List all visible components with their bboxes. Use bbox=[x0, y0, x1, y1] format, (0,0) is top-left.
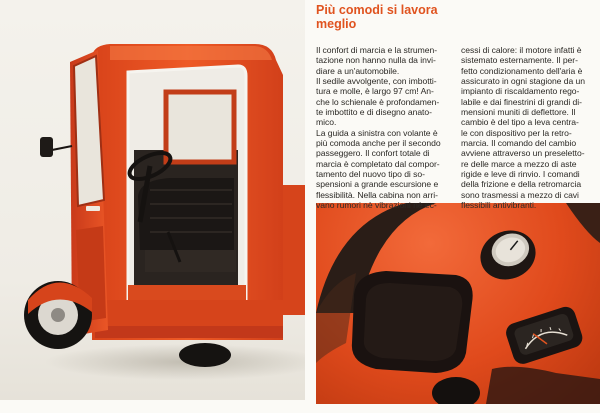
text-line: flessibili antivibranti. bbox=[461, 200, 537, 211]
dashboard-illustration bbox=[316, 203, 600, 404]
title-line: meglio bbox=[316, 17, 357, 31]
text-line: mensioni muniti di deflettore. Il bbox=[461, 107, 576, 118]
text-line: più comoda anche per il secondo bbox=[316, 138, 441, 149]
text-line: assicurato in ogni stagione da un bbox=[461, 76, 586, 87]
text-column-left bbox=[316, 45, 452, 211]
text-line: impianto di riscaldamento rego- bbox=[461, 86, 580, 97]
text-line: spensioni a grande escursione e bbox=[316, 179, 439, 190]
cab-photo bbox=[0, 0, 305, 400]
text-column-right bbox=[461, 45, 597, 211]
article-title bbox=[316, 3, 516, 31]
text-line: tamento del nuovo tipo di so- bbox=[316, 169, 425, 180]
dashboard-photo bbox=[316, 203, 600, 404]
text-line: le con dispositivo per la retro- bbox=[461, 127, 572, 138]
text-line: rigide e leve di rinvio. I comandi bbox=[461, 169, 580, 180]
text-line: Il sedile avvolgente, con imbotti- bbox=[316, 76, 437, 87]
text-line: passeggero. Il confort totale di bbox=[316, 148, 430, 159]
text-line: flessibilità. Nella cabina non arri- bbox=[316, 189, 438, 200]
text-line: tazione non hanno nulla da invi- bbox=[316, 55, 436, 66]
text-line: vano rumori nè vibrazioni nè ec- bbox=[316, 200, 437, 211]
text-line: mico. bbox=[316, 117, 337, 128]
text-line: tura e molle, è largo 97 cm! An- bbox=[316, 86, 434, 97]
text-line: La guida a sinistra con volante è bbox=[316, 127, 438, 138]
text-line: labile e dai finestrini di grandi di- bbox=[461, 96, 582, 107]
text-line: cambio è del tipo a leva centra- bbox=[461, 117, 579, 128]
text-line: avviene attraverso un preseletto- bbox=[461, 148, 585, 159]
text-line: te imbottito e di disegno anato- bbox=[316, 107, 432, 118]
text-line: fetto condizionamento dell'aria è bbox=[461, 65, 583, 76]
text-line: Il confort di marcia e la strumen- bbox=[316, 45, 438, 55]
text-line: sono trasmessi a mezzo di cavi bbox=[461, 189, 579, 200]
text-line: marcia è completato dal compor- bbox=[316, 158, 440, 169]
text-line: sistemato esternamente. Il per- bbox=[461, 55, 578, 66]
text-line: re delle marce a mezzo di aste bbox=[461, 158, 577, 169]
text-line: diare a un'automobile. bbox=[316, 65, 400, 76]
text-line: che lo schienale è profondamen- bbox=[316, 96, 440, 107]
cab-illustration bbox=[0, 0, 305, 400]
text-line: della frizione e della retromarcia bbox=[461, 179, 582, 190]
text-line: marcia. Il comando del cambio bbox=[461, 138, 577, 149]
text-line: cessi di calore: il motore infatti è bbox=[461, 45, 582, 55]
title-line: Più comodi si lavora bbox=[316, 3, 438, 17]
